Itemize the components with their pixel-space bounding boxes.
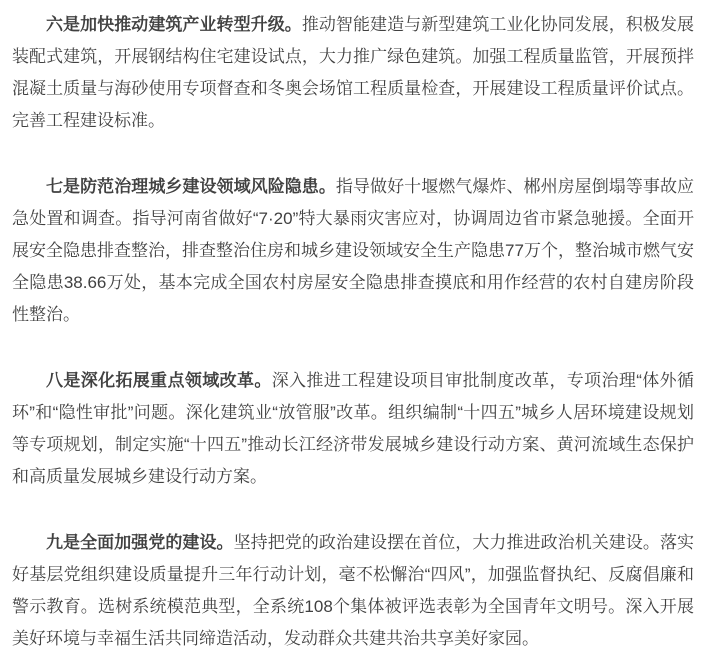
paragraph-lead: 八是深化拓展重点领域改革。 — [46, 371, 272, 390]
paragraph-item-6 — [12, 9, 694, 137]
paragraph-lead: 九是全面加强党的建设。 — [46, 533, 234, 552]
paragraph-item-8 — [12, 365, 694, 493]
paragraph-text: 推动智能建造与新型建筑工业化协同发展，积极发展装配式建筑，开展钢结构住宅建设试点，大力推广绿色建筑。加强工程质量监管，开展预拌混凝土质量与海砂使用专项督查和冬奥会场馆工程质量检查，开展建设工程质量评价试点。完善工程建设标准。 — [12, 15, 695, 130]
paragraph-text: 深入推进工程建设项目审批制度改革，专项治理“体外循环”和“隐性审批”问题。深化建筑业“放管服”改革。组织编制“十四五”城乡人居环境建设规划等专项规划，制定实施“十四五”推动长江经济带发展城乡建设行动方案、黄河流域生态保护和高质量发展城乡建设行动方案。 — [12, 371, 694, 486]
paragraph-text: 指导做好十堰燃气爆炸、郴州房屋倒塌等事故应急处置和调查。指导河南省做好“7·20”特大暴雨灾害应对，协调周边省市紧急驰援。全面开展安全隐患排查整治，排查整治住房和城乡建设领域安全生产隐患77万个，整治城市燃气安全隐患38.66万处，基本完成全国农村房屋安全隐患排查摸底和用作经营的农村自建房阶段性整治。 — [12, 177, 695, 324]
paragraph-text: 坚持把党的政治建设摆在首位，大力推进政治机关建设。落实好基层党组织建设质量提升三年行动计划，毫不松懈治“四风”，加强监督执纪、反腐倡廉和警示教育。选树系统模范典型，全系统108个集体被评选表彰为全国青年文明号。深入开展美好环境与幸福生活共同缔造活动，发动群众共建共治共享美好家园。 — [12, 533, 695, 648]
paragraph-item-9 — [12, 527, 694, 655]
paragraph-lead: 六是加快推动建筑产业转型升级。 — [46, 15, 302, 34]
paragraph-item-7 — [12, 171, 694, 331]
paragraph-lead: 七是防范治理城乡建设领域风险隐患。 — [46, 177, 336, 196]
